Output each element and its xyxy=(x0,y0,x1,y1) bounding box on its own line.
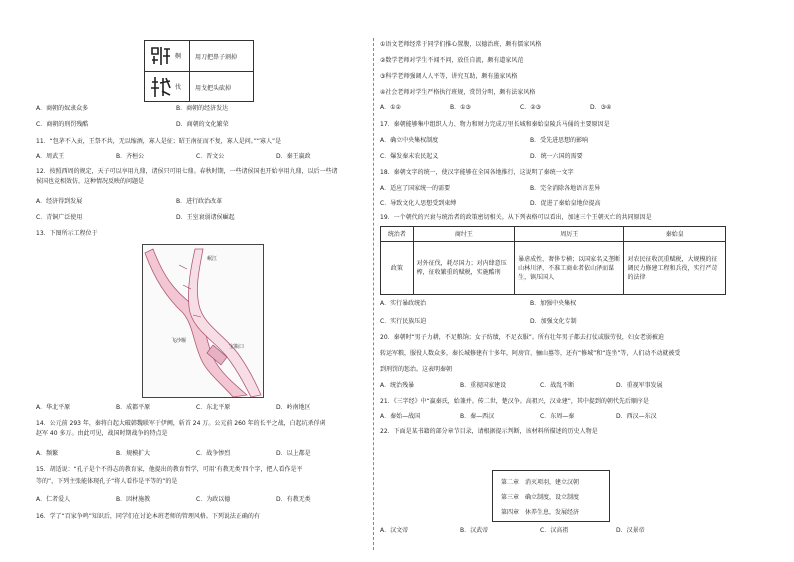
q17-stem: 17．秦朝能够集中组织人力、物力和财力完成万里长城和秦始皇陵兵马俑的主要原因是 xyxy=(380,121,610,128)
q16-stem: 16．学了“百家争鸣”知识后，同学们在讨论本班老师的管理风格。下列说法正确的有 xyxy=(36,513,260,520)
q15-option-a: A．仁者爱人 xyxy=(36,496,71,503)
table-header-cell: 秦始皇 xyxy=(624,227,726,242)
q21-option-c: C．东周—秦 xyxy=(540,413,575,420)
q14-option-d: D．以上都是 xyxy=(276,450,311,457)
table-cell: 暴虐成性，奢侈专横；以国家名义垄断山林川泽，不准工商业者依山泽而谋生，镇压国人 xyxy=(515,242,624,295)
q10-option-a: A．商朝的奴隶众多 xyxy=(36,105,89,112)
table-row xyxy=(381,242,726,295)
q10-option-d: D．商朝的文化繁荣 xyxy=(176,121,229,128)
q13-option-d: D．岭南地区 xyxy=(276,404,311,411)
q16-item-3: ③科学老师强调人人平等，讲究互助，颇有墨家风格 xyxy=(380,73,518,80)
q22-option-c: C．汉高祖 xyxy=(540,527,569,534)
q11-option-a: A．周武王 xyxy=(36,153,65,160)
q20-option-c: C．战乱不断 xyxy=(540,382,575,389)
q13-option-b: B．成都平原 xyxy=(116,404,151,411)
q14-option-c: C．战争惨烈 xyxy=(196,450,231,457)
glyph-desc: 用戈把头砍掉 xyxy=(195,85,232,92)
q22-stem: 22．下面是某书籍的部分章节目录，请根据提示判断，该材料所描述的历史人物是 xyxy=(380,428,598,435)
table-divider xyxy=(189,41,190,101)
pictograph-row xyxy=(145,41,253,71)
q17-option-c: C．爆发秦末农民起义 xyxy=(380,153,439,160)
q21-option-b: B．秦—西汉 xyxy=(460,413,495,420)
q22-option-a: A．汉文帝 xyxy=(380,527,409,534)
table-cell: 对外征伐，耗尽国力；对内肆意压榨，征收繁重的赋税，实施酷刑 xyxy=(413,242,514,295)
q22-option-d: D．汉景帝 xyxy=(616,527,645,534)
table-header-row xyxy=(381,227,726,242)
q12-stem-line1: 12．按照西周的规定，天子可以享用九鼎，诸侯只可用七鼎。春秋时期，一些诸侯国也开始享用九鼎，以后一些诸 xyxy=(36,168,338,175)
q16-item-2: ②数学老师对学生不闻不问，放任自流，颇有道家风范 xyxy=(380,57,524,64)
q11-option-d: D．秦王嬴政 xyxy=(276,153,311,160)
q20-stem-line3: 到刑罚的惩治。这表明秦朝 xyxy=(380,366,453,373)
q21-option-a: A．秦始—战国 xyxy=(380,413,421,420)
q12-option-c: C．青铜广泛使用 xyxy=(36,214,83,221)
q17-option-a: A．确立中央集权制度 xyxy=(380,137,439,144)
q12-option-d: D．王室衰弱诸侯崛起 xyxy=(176,214,235,221)
q16-item-4: ④社会老师对学生严格执行班规，赏罚分明，颇有法家风格 xyxy=(380,89,536,96)
column-divider xyxy=(373,38,374,550)
q12-option-b: B．进行政治改革 xyxy=(176,198,223,205)
river-map-graphic xyxy=(143,245,263,397)
q10-option-c: C．商朝的刑罚残酷 xyxy=(36,121,89,128)
q16-option-b: B．①③ xyxy=(450,104,471,111)
q11-option-b: B．齐桓公 xyxy=(116,153,145,160)
table-header-cell: 周厉王 xyxy=(515,227,624,242)
beheading-glyph-icon xyxy=(149,75,173,99)
q19-option-c: C．实行民族压迫 xyxy=(380,318,427,325)
q16-item-1: ①语文老师经常于同学们推心置腹，以德治班，颇有儒家风格 xyxy=(380,41,542,48)
q14-stem-line2: 赵军 40 多万。由此可见，战国时期战争的特点是 xyxy=(36,430,168,437)
q15-stem-line1: 15．胡适说：“孔子是个不得志的教育家，他提出的教育哲学，可用‘有教无类’四个字，把人看作是平 xyxy=(36,466,303,473)
q18-stem: 18．秦朝文字的统一，使汉字能够在全国各地推行，这说明了秦统一文字 xyxy=(380,169,574,176)
q21-option-d: D．西汉—东汉 xyxy=(616,413,657,420)
q20-stem-line2: 转运军粮，服役人数众多，秦长城修建有十多年，阿房宫、骊山墓等，还有“修城”和“连坐”等，人们动不动就被受 xyxy=(380,350,681,357)
dujiangyan-map xyxy=(142,244,264,398)
q20-stem-line1: 20．秦朝时“男子力耕，不足粮饷；女子纺绩，不足衣服”。所有壮年男子都去打仗或服劳役，妇女老弱被迫 xyxy=(380,334,664,341)
q15-stem-line2: 等的”，下列主张能体现孔子“将人看作是平等的”的是 xyxy=(36,478,178,485)
chapter-line: 第三章 确立制度，设立制度 xyxy=(501,494,580,501)
q18-option-c: C．导致文化人思想受到束缚 xyxy=(380,200,457,207)
glyph-char: 伐 xyxy=(175,84,182,91)
q14-stem-line1: 14．公元前 293 年，秦将白起大破韩魏联军于伊阙，斩首 24 万。公元前 260 年的长平之战，白起坑杀俘虏 xyxy=(36,420,326,427)
q14-option-a: A．频繁 xyxy=(36,450,59,457)
q19-stem: 19．一个朝代的兴衰与统治者的政策密切相关。从下列表格可以看出，加速三个王朝灭亡的共同原因是 xyxy=(380,214,652,221)
q16-option-c: C．②③ xyxy=(520,104,541,111)
glyph-char: 劓 xyxy=(175,53,182,60)
q15-option-b: B．因材施教 xyxy=(116,496,151,503)
table-header-cell: 商纣王 xyxy=(413,227,514,242)
q10-option-b: B．商朝的经济发达 xyxy=(176,105,229,112)
q20-option-d: D．重视军事发展 xyxy=(616,382,663,389)
q14-option-b: B．规模扩大 xyxy=(116,450,151,457)
q17-option-b: B．受先进思想的影响 xyxy=(530,137,589,144)
q15-option-d: D．有教无类 xyxy=(276,496,311,503)
pictograph-row xyxy=(145,71,253,102)
table-row-label: 政策 xyxy=(381,242,414,295)
q20-option-a: A．统治残暴 xyxy=(380,382,415,389)
q12-option-a: A．经济得到发展 xyxy=(36,198,83,205)
q18-option-a: A．适应了国家统一的需要 xyxy=(380,185,451,192)
q16-option-d: D．③④ xyxy=(590,104,612,111)
q17-option-d: D．统一六国的需要 xyxy=(530,153,583,160)
table-cell: 对农民征收沉重赋税，大规模的征调民力修建工程和兵役，实行严苛的法律 xyxy=(624,242,726,295)
q19-option-b: B．加强中央集权 xyxy=(530,300,577,307)
q19-option-d: D．加强文化专制 xyxy=(530,318,577,325)
map-label-bank: 宝瓶口 xyxy=(229,344,245,350)
q13-option-c: C．东北平原 xyxy=(196,404,231,411)
q18-option-b: B．完全消除各地语言差异 xyxy=(530,185,601,192)
q11-option-c: C．晋文公 xyxy=(196,153,225,160)
map-label-river: 岷江 xyxy=(207,256,218,262)
chapter-line: 第二章 消灭项羽，建立汉朝 xyxy=(501,479,580,486)
table-header-cell: 统治者 xyxy=(381,227,414,242)
q19-option-a: A．实行暴政统治 xyxy=(380,300,427,307)
q13-option-a: A．华北平原 xyxy=(36,404,71,411)
q13-stem: 13．下图所示工程位于 xyxy=(36,230,98,237)
q11-stem: 11．“包茅不入贡，王祭不共，无以缩酒，寡人是征；昭王南征而不复，寡人是问。”“寡人”是 xyxy=(36,138,282,145)
chapter-line: 第四章 休养生息，发展经济 xyxy=(501,509,580,516)
q18-option-d: D．促进了秦始皇地位提高 xyxy=(530,200,601,207)
pictograph-table xyxy=(144,40,254,102)
q20-option-b: B．重视国家建设 xyxy=(460,382,507,389)
q19-policy-table xyxy=(380,226,726,295)
q15-option-c: C．为政以德 xyxy=(196,496,231,503)
glyph-desc: 用刀把鼻子割掉 xyxy=(195,54,238,61)
nose-cutting-glyph-icon xyxy=(149,44,173,68)
q21-stem: 21．《三字经》中“嬴秦氏，始兼并。传二世，楚汉争。高祖兴，汉业建”，其中提到的朝代先后顺序是 xyxy=(380,398,649,405)
q16-option-a: A．①② xyxy=(380,104,401,111)
q12-stem-line2: 侯国也竞相效仿，这种情况反映的问题是 xyxy=(36,178,145,185)
chapter-outline-box xyxy=(492,470,610,522)
q22-option-b: B．汉武帝 xyxy=(460,527,489,534)
map-label-weir: 飞沙堰 xyxy=(171,338,187,344)
